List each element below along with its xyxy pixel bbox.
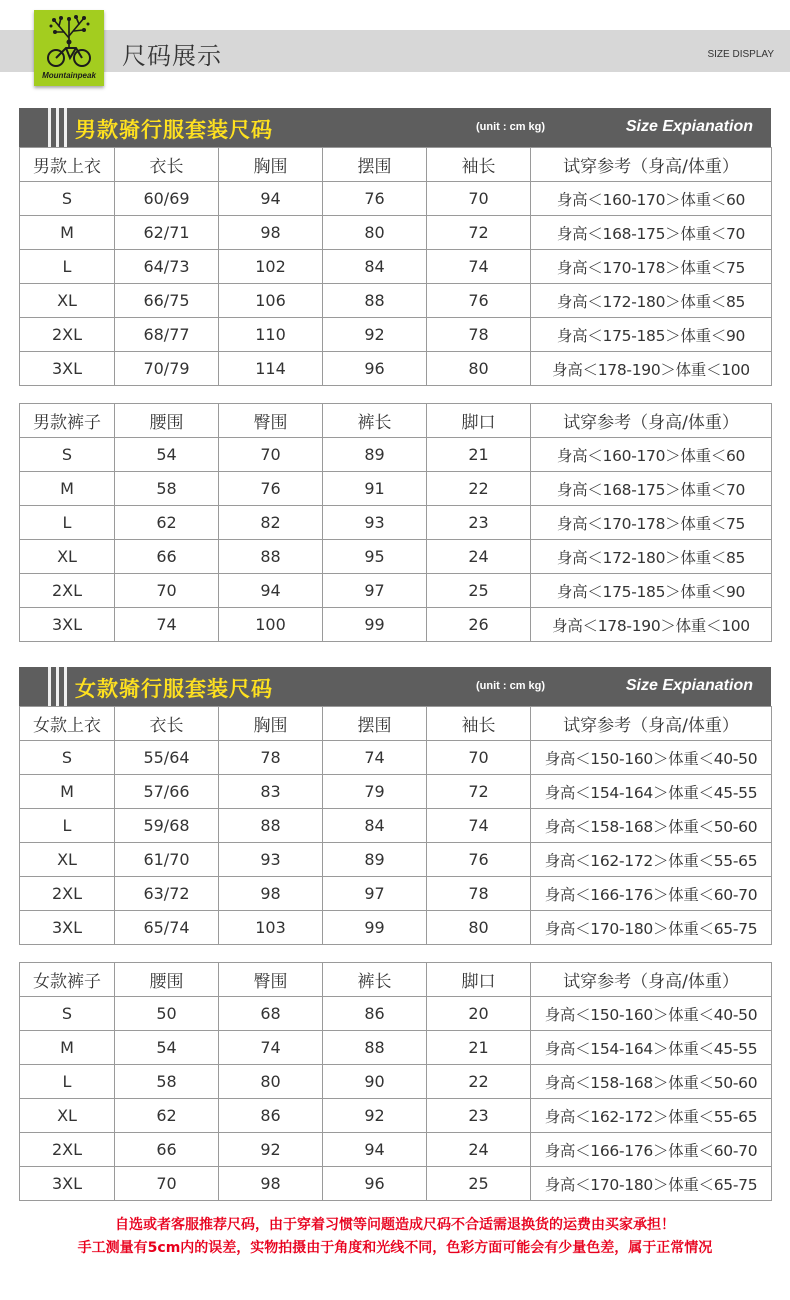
header-stripe xyxy=(64,108,67,147)
measurement-cell: 102 xyxy=(219,250,323,284)
column-header: 摆围 xyxy=(323,707,427,741)
measurement-cell: 62/71 xyxy=(115,216,219,250)
measurement-cell: 99 xyxy=(323,608,427,642)
measurement-cell: 22 xyxy=(427,472,531,506)
column-header: 胸围 xyxy=(219,707,323,741)
measurement-cell: 70 xyxy=(427,741,531,775)
measurement-cell: 114 xyxy=(219,352,323,386)
measurement-cell: 58 xyxy=(115,1065,219,1099)
measurement-cell: 76 xyxy=(427,843,531,877)
fit-reference-cell: 身高＜175-185＞体重＜90 xyxy=(531,574,772,608)
fit-reference-cell: 身高＜162-172＞体重＜55-65 xyxy=(531,843,772,877)
measurement-cell: 84 xyxy=(323,809,427,843)
measurement-cell: 99 xyxy=(323,911,427,945)
table-row xyxy=(20,472,772,506)
fit-reference-cell: 身高＜170-180＞体重＜65-75 xyxy=(531,1167,772,1201)
measurement-cell: 93 xyxy=(323,506,427,540)
measurement-cell: 76 xyxy=(427,284,531,318)
measurement-cell: 86 xyxy=(219,1099,323,1133)
measurement-cell: 74 xyxy=(323,741,427,775)
fit-reference-cell: 身高＜160-170＞体重＜60 xyxy=(531,182,772,216)
fit-reference-cell: 身高＜162-172＞体重＜55-65 xyxy=(531,1099,772,1133)
measurement-cell: 88 xyxy=(323,1031,427,1065)
fit-reference-cell: 身高＜170-178＞体重＜75 xyxy=(531,250,772,284)
measurement-cell: 80 xyxy=(427,911,531,945)
men-section-header xyxy=(19,108,771,147)
measurement-cell: 106 xyxy=(219,284,323,318)
table-row xyxy=(20,574,772,608)
measurement-cell: 66 xyxy=(115,540,219,574)
measurement-cell: 25 xyxy=(427,574,531,608)
column-header: 试穿参考（身高/体重） xyxy=(531,963,772,997)
column-header: 胸围 xyxy=(219,148,323,182)
measurement-cell: 72 xyxy=(427,775,531,809)
header-stripe xyxy=(56,667,59,706)
fit-reference-cell: 身高＜166-176＞体重＜60-70 xyxy=(531,1133,772,1167)
size-cell: XL xyxy=(20,1099,115,1133)
measurement-cell: 98 xyxy=(219,1167,323,1201)
measurement-cell: 50 xyxy=(115,997,219,1031)
measurement-cell: 92 xyxy=(323,318,427,352)
measurement-cell: 21 xyxy=(427,438,531,472)
table-row xyxy=(20,877,772,911)
size-cell: M xyxy=(20,775,115,809)
size-explanation-label: Size Expianation xyxy=(625,677,753,694)
table-row xyxy=(20,438,772,472)
measurement-cell: 26 xyxy=(427,608,531,642)
column-header: 脚口 xyxy=(427,963,531,997)
column-header: 试穿参考（身高/体重） xyxy=(531,707,772,741)
measurement-cell: 78 xyxy=(427,318,531,352)
measurement-cell: 80 xyxy=(323,216,427,250)
column-header: 裤长 xyxy=(323,404,427,438)
size-cell: 3XL xyxy=(20,911,115,945)
measurement-cell: 83 xyxy=(219,775,323,809)
table-header-row xyxy=(20,404,772,438)
measurement-cell: 24 xyxy=(427,540,531,574)
table-row xyxy=(20,250,772,284)
measurement-cell: 23 xyxy=(427,506,531,540)
measurement-cell: 24 xyxy=(427,1133,531,1167)
size-cell: 3XL xyxy=(20,608,115,642)
logo-text: Mountainpeak xyxy=(42,71,96,80)
measurement-cell: 90 xyxy=(323,1065,427,1099)
column-header: 女款裤子 xyxy=(20,963,115,997)
unit-label: (unit : cm kg) xyxy=(476,121,546,133)
column-header: 脚口 xyxy=(427,404,531,438)
size-cell: 2XL xyxy=(20,574,115,608)
women-pants-table xyxy=(19,962,772,1201)
fit-reference-cell: 身高＜150-160＞体重＜40-50 xyxy=(531,741,772,775)
size-cell: S xyxy=(20,741,115,775)
measurement-cell: 64/73 xyxy=(115,250,219,284)
cyclist-tree-icon xyxy=(42,14,96,72)
size-cell: 2XL xyxy=(20,1133,115,1167)
fit-reference-cell: 身高＜178-190＞体重＜100 xyxy=(531,352,772,386)
measurement-cell: 97 xyxy=(323,574,427,608)
column-header: 女款上衣 xyxy=(20,707,115,741)
measurement-cell: 89 xyxy=(323,843,427,877)
fit-reference-cell: 身高＜175-185＞体重＜90 xyxy=(531,318,772,352)
measurement-cell: 59/68 xyxy=(115,809,219,843)
measurement-cell: 74 xyxy=(427,250,531,284)
column-header: 试穿参考（身高/体重） xyxy=(531,404,772,438)
size-cell: 2XL xyxy=(20,877,115,911)
size-cell: XL xyxy=(20,540,115,574)
header-bar xyxy=(0,30,790,72)
measurement-cell: 88 xyxy=(219,809,323,843)
fit-reference-cell: 身高＜168-175＞体重＜70 xyxy=(531,216,772,250)
measurement-cell: 54 xyxy=(115,1031,219,1065)
measurement-cell: 54 xyxy=(115,438,219,472)
return-policy-note: 自选或者客服推荐尺码，由于穿着习惯等问题造成尺码不合适需退换货的运费由买家承担！ xyxy=(115,1217,675,1233)
measurement-cell: 25 xyxy=(427,1167,531,1201)
column-header: 臀围 xyxy=(219,404,323,438)
table-row xyxy=(20,1133,772,1167)
measurement-cell: 76 xyxy=(219,472,323,506)
measurement-cell: 82 xyxy=(219,506,323,540)
size-cell: M xyxy=(20,216,115,250)
fit-reference-cell: 身高＜170-180＞体重＜65-75 xyxy=(531,911,772,945)
table-row xyxy=(20,1031,772,1065)
measurement-cell: 88 xyxy=(219,540,323,574)
size-cell: 3XL xyxy=(20,352,115,386)
measurement-note: 手工测量有5cm内的误差，实物拍摄由于角度和光线不同，色彩方面可能会有少量色差，属于正常情况 xyxy=(77,1240,713,1256)
table-row xyxy=(20,997,772,1031)
fit-reference-cell: 身高＜172-180＞体重＜85 xyxy=(531,540,772,574)
size-cell: M xyxy=(20,1031,115,1065)
size-cell: S xyxy=(20,997,115,1031)
header-stripe xyxy=(64,667,67,706)
men-top-table xyxy=(19,147,772,386)
measurement-cell: 96 xyxy=(323,352,427,386)
measurement-cell: 84 xyxy=(323,250,427,284)
size-cell: L xyxy=(20,250,115,284)
measurement-cell: 66 xyxy=(115,1133,219,1167)
table-row xyxy=(20,182,772,216)
column-header: 摆围 xyxy=(323,148,427,182)
measurement-cell: 55/64 xyxy=(115,741,219,775)
measurement-cell: 63/72 xyxy=(115,877,219,911)
measurement-cell: 94 xyxy=(323,1133,427,1167)
measurement-cell: 92 xyxy=(323,1099,427,1133)
measurement-cell: 62 xyxy=(115,506,219,540)
measurement-cell: 97 xyxy=(323,877,427,911)
table-header-row xyxy=(20,963,772,997)
column-header: 男款裤子 xyxy=(20,404,115,438)
table-row xyxy=(20,911,772,945)
brand-logo xyxy=(34,10,104,86)
measurement-cell: 110 xyxy=(219,318,323,352)
size-cell: L xyxy=(20,809,115,843)
table-row xyxy=(20,775,772,809)
table-row xyxy=(20,843,772,877)
measurement-cell: 58 xyxy=(115,472,219,506)
section-title: 男款骑行服套装尺码 xyxy=(75,118,273,142)
measurement-cell: 93 xyxy=(219,843,323,877)
fit-reference-cell: 身高＜150-160＞体重＜40-50 xyxy=(531,997,772,1031)
measurement-cell: 21 xyxy=(427,1031,531,1065)
table-row xyxy=(20,284,772,318)
measurement-cell: 70 xyxy=(219,438,323,472)
measurement-cell: 70 xyxy=(427,182,531,216)
table-row xyxy=(20,1065,772,1099)
unit-label: (unit : cm kg) xyxy=(476,680,546,692)
size-cell: 2XL xyxy=(20,318,115,352)
fit-reference-cell: 身高＜154-164＞体重＜45-55 xyxy=(531,775,772,809)
measurement-cell: 80 xyxy=(427,352,531,386)
measurement-cell: 74 xyxy=(115,608,219,642)
men-pants-table xyxy=(19,403,772,642)
column-header: 腰围 xyxy=(115,404,219,438)
measurement-cell: 94 xyxy=(219,182,323,216)
fit-reference-cell: 身高＜154-164＞体重＜45-55 xyxy=(531,1031,772,1065)
measurement-cell: 72 xyxy=(427,216,531,250)
measurement-cell: 91 xyxy=(323,472,427,506)
fit-reference-cell: 身高＜168-175＞体重＜70 xyxy=(531,472,772,506)
measurement-cell: 95 xyxy=(323,540,427,574)
column-header: 衣长 xyxy=(115,148,219,182)
measurement-cell: 70 xyxy=(115,574,219,608)
measurement-cell: 88 xyxy=(323,284,427,318)
measurement-cell: 70 xyxy=(115,1167,219,1201)
column-header: 袖长 xyxy=(427,148,531,182)
measurement-cell: 74 xyxy=(427,809,531,843)
table-row xyxy=(20,608,772,642)
measurement-cell: 100 xyxy=(219,608,323,642)
size-cell: L xyxy=(20,1065,115,1099)
table-row xyxy=(20,506,772,540)
measurement-cell: 86 xyxy=(323,997,427,1031)
measurement-cell: 61/70 xyxy=(115,843,219,877)
measurement-cell: 89 xyxy=(323,438,427,472)
column-header: 男款上衣 xyxy=(20,148,115,182)
measurement-cell: 78 xyxy=(427,877,531,911)
table-row xyxy=(20,540,772,574)
measurement-cell: 92 xyxy=(219,1133,323,1167)
fit-reference-cell: 身高＜170-178＞体重＜75 xyxy=(531,506,772,540)
table-row xyxy=(20,318,772,352)
women-top-table xyxy=(19,706,772,945)
size-cell: XL xyxy=(20,843,115,877)
table-row xyxy=(20,741,772,775)
measurement-cell: 20 xyxy=(427,997,531,1031)
page-title: 尺码展示 xyxy=(122,42,222,70)
fit-reference-cell: 身高＜178-190＞体重＜100 xyxy=(531,608,772,642)
size-cell: L xyxy=(20,506,115,540)
measurement-cell: 68/77 xyxy=(115,318,219,352)
section-title: 女款骑行服套装尺码 xyxy=(75,677,273,701)
measurement-cell: 96 xyxy=(323,1167,427,1201)
fit-reference-cell: 身高＜160-170＞体重＜60 xyxy=(531,438,772,472)
column-header: 袖长 xyxy=(427,707,531,741)
measurement-cell: 79 xyxy=(323,775,427,809)
size-cell: S xyxy=(20,438,115,472)
table-row xyxy=(20,216,772,250)
fit-reference-cell: 身高＜166-176＞体重＜60-70 xyxy=(531,877,772,911)
measurement-cell: 66/75 xyxy=(115,284,219,318)
size-explanation-label: Size Expianation xyxy=(625,118,753,135)
size-cell: 3XL xyxy=(20,1167,115,1201)
column-header: 裤长 xyxy=(323,963,427,997)
page-subtitle: SIZE DISPLAY xyxy=(707,49,774,60)
table-row xyxy=(20,809,772,843)
measurement-cell: 22 xyxy=(427,1065,531,1099)
column-header: 臀围 xyxy=(219,963,323,997)
table-header-row xyxy=(20,148,772,182)
women-section-header xyxy=(19,667,771,706)
size-cell: M xyxy=(20,472,115,506)
column-header: 衣长 xyxy=(115,707,219,741)
table-header-row xyxy=(20,707,772,741)
measurement-cell: 78 xyxy=(219,741,323,775)
header-stripe xyxy=(56,108,59,147)
measurement-cell: 94 xyxy=(219,574,323,608)
fit-reference-cell: 身高＜158-168＞体重＜50-60 xyxy=(531,809,772,843)
column-header: 腰围 xyxy=(115,963,219,997)
size-cell: S xyxy=(20,182,115,216)
fit-reference-cell: 身高＜172-180＞体重＜85 xyxy=(531,284,772,318)
measurement-cell: 60/69 xyxy=(115,182,219,216)
measurement-cell: 80 xyxy=(219,1065,323,1099)
size-cell: XL xyxy=(20,284,115,318)
measurement-cell: 65/74 xyxy=(115,911,219,945)
measurement-cell: 98 xyxy=(219,216,323,250)
measurement-cell: 103 xyxy=(219,911,323,945)
column-header: 试穿参考（身高/体重） xyxy=(531,148,772,182)
table-row xyxy=(20,1099,772,1133)
measurement-cell: 23 xyxy=(427,1099,531,1133)
measurement-cell: 62 xyxy=(115,1099,219,1133)
measurement-cell: 68 xyxy=(219,997,323,1031)
table-row xyxy=(20,352,772,386)
header-stripe xyxy=(48,667,51,706)
measurement-cell: 57/66 xyxy=(115,775,219,809)
measurement-cell: 76 xyxy=(323,182,427,216)
table-row xyxy=(20,1167,772,1201)
measurement-cell: 98 xyxy=(219,877,323,911)
fit-reference-cell: 身高＜158-168＞体重＜50-60 xyxy=(531,1065,772,1099)
measurement-cell: 74 xyxy=(219,1031,323,1065)
header-stripe xyxy=(48,108,51,147)
measurement-cell: 70/79 xyxy=(115,352,219,386)
